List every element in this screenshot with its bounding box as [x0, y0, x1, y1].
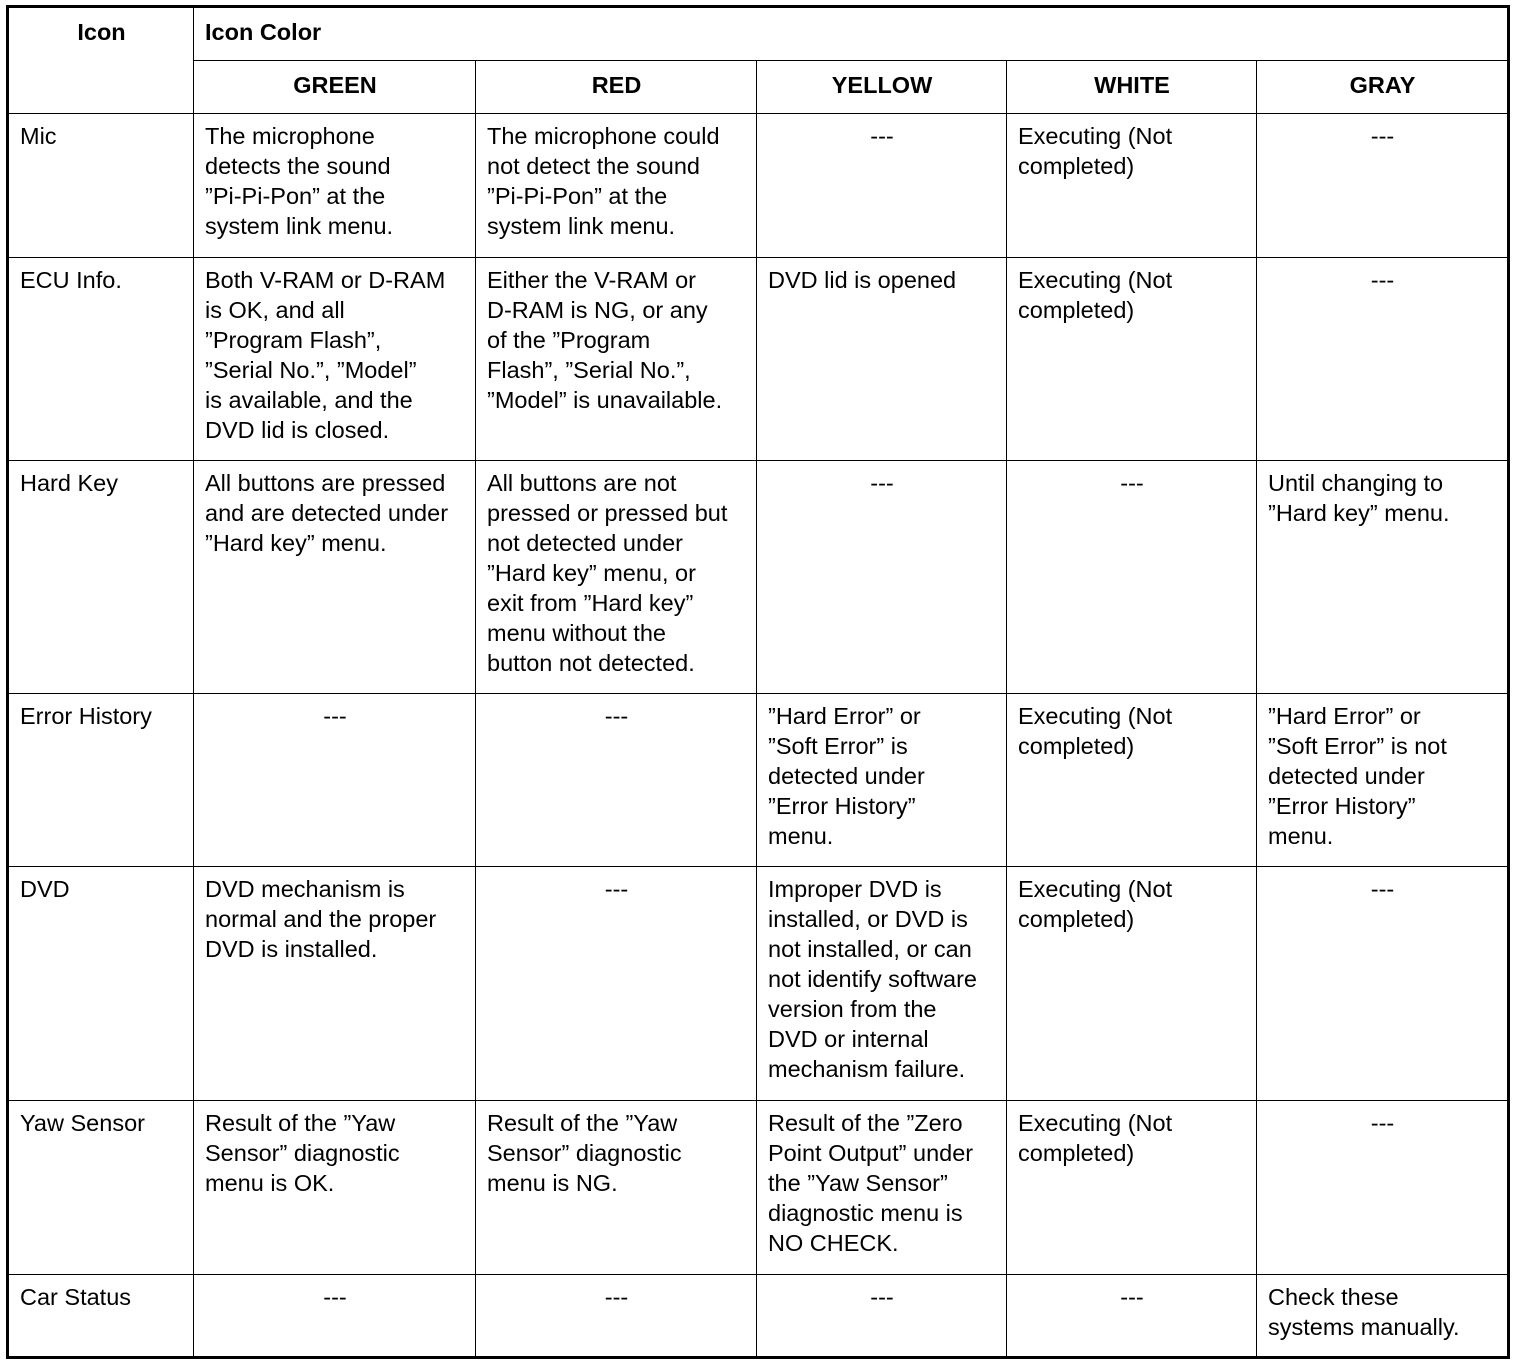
color-header-yellow: YELLOW — [757, 61, 1007, 114]
icon-name: ECU Info. — [20, 267, 122, 293]
green-cell — [194, 461, 476, 694]
table-row — [8, 258, 1509, 461]
yellow-text: Result of the ”Zero Point Output” under the ”Yaw Sensor” diagnostic menu is NO CHECK. — [768, 1110, 974, 1256]
red-cell — [476, 694, 757, 867]
yellow-cell — [757, 1275, 1007, 1358]
green-text: DVD mechanism is normal and the proper DVD is installed. — [205, 876, 437, 962]
red-cell — [476, 1275, 757, 1358]
gray-text: --- — [1370, 123, 1395, 149]
red-text: All buttons are not pressed or pressed but not detected under ”Hard key” menu, or exit from ”Hard key” menu without the button not detected. — [487, 470, 728, 676]
red-cell — [476, 461, 757, 694]
yellow-text: DVD lid is opened — [768, 267, 957, 293]
icon-name: Car Status — [20, 1284, 132, 1310]
white-cell — [1007, 867, 1257, 1101]
white-cell — [1007, 1101, 1257, 1275]
color-header-gray: GRAY — [1257, 61, 1509, 114]
icon-name: DVD — [20, 876, 70, 902]
red-text: --- — [604, 1284, 629, 1310]
green-text: Both V-RAM or D-RAM is OK, and all ”Program Flash”, ”Serial No.”, ”Model” is available, and the DVD lid is closed. — [205, 267, 446, 443]
yellow-text: Improper DVD is installed, or DVD is not installed, or can not identify software version from the DVD or internal mechanism failure. — [768, 876, 977, 1082]
icon-name: Yaw Sensor — [20, 1110, 145, 1136]
table-row — [8, 694, 1509, 867]
gray-text: --- — [1370, 876, 1395, 902]
table-row — [8, 867, 1509, 1101]
icon-column-header: Icon — [8, 7, 194, 114]
icon-name-cell — [8, 114, 194, 258]
green-text: All buttons are pressed and are detected under ”Hard key” menu. — [205, 470, 449, 556]
gray-cell — [1257, 258, 1509, 461]
gray-text: --- — [1370, 267, 1395, 293]
white-text: --- — [1120, 1284, 1144, 1310]
yellow-text: --- — [870, 470, 894, 496]
icon-name: Mic — [20, 123, 57, 149]
table-row — [8, 1101, 1509, 1275]
yellow-text: --- — [870, 1284, 894, 1310]
yellow-cell — [757, 258, 1007, 461]
icon-name: Error History — [20, 703, 152, 729]
icon-name-cell — [8, 1101, 194, 1275]
table-row — [8, 114, 1509, 258]
gray-cell — [1257, 1101, 1509, 1275]
red-text: --- — [604, 876, 629, 902]
white-cell — [1007, 258, 1257, 461]
icon-name-cell — [8, 694, 194, 867]
gray-cell — [1257, 694, 1509, 867]
green-cell — [194, 1275, 476, 1358]
white-text: Executing (Not completed) — [1018, 1110, 1173, 1166]
table-row — [8, 461, 1509, 694]
gray-text: --- — [1370, 1110, 1395, 1136]
white-cell — [1007, 1275, 1257, 1358]
header-row-top — [8, 7, 1509, 61]
green-text: Result of the ”Yaw Sensor” diagnostic menu is OK. — [205, 1110, 400, 1196]
icon-color-table — [6, 5, 1510, 1359]
white-text: --- — [1120, 470, 1144, 496]
color-header-white: WHITE — [1007, 61, 1257, 114]
red-text: --- — [604, 703, 629, 729]
white-text: Executing (Not completed) — [1018, 703, 1173, 759]
yellow-text: --- — [870, 123, 894, 149]
green-cell — [194, 114, 476, 258]
green-cell — [194, 694, 476, 867]
color-header-green: GREEN — [194, 61, 476, 114]
white-cell — [1007, 694, 1257, 867]
red-text: Result of the ”Yaw Sensor” diagnostic menu is NG. — [487, 1110, 682, 1196]
header-row-colors — [8, 61, 1509, 114]
green-text: --- — [323, 1284, 347, 1310]
gray-text: Check these systems manually. — [1268, 1284, 1460, 1340]
red-text: Either the V-RAM or D-RAM is NG, or any of the ”Program Flash”, ”Serial No.”, ”Model” is unavailable. — [487, 267, 723, 413]
yellow-cell — [757, 694, 1007, 867]
red-cell — [476, 114, 757, 258]
icon-name-cell — [8, 1275, 194, 1358]
icon-name-cell — [8, 461, 194, 694]
yellow-cell — [757, 114, 1007, 258]
white-text: Executing (Not completed) — [1018, 267, 1173, 323]
icon-name: Hard Key — [20, 470, 118, 496]
green-text: The microphone detects the sound ”Pi-Pi-Pon” at the system link menu. — [205, 123, 394, 239]
yellow-cell — [757, 461, 1007, 694]
red-cell — [476, 258, 757, 461]
white-cell — [1007, 461, 1257, 694]
red-cell — [476, 1101, 757, 1275]
red-cell — [476, 867, 757, 1101]
yellow-cell — [757, 867, 1007, 1101]
yellow-text: ”Hard Error” or ”Soft Error” is detected under ”Error History” menu. — [768, 703, 925, 849]
gray-text: ”Hard Error” or ”Soft Error” is not detected under ”Error History” menu. — [1268, 703, 1447, 849]
green-text: --- — [323, 703, 347, 729]
table-row — [8, 1275, 1509, 1358]
icon-color-header: Icon Color — [194, 7, 1509, 61]
green-cell — [194, 1101, 476, 1275]
white-text: Executing (Not completed) — [1018, 123, 1173, 179]
icon-name-cell — [8, 867, 194, 1101]
green-cell — [194, 867, 476, 1101]
color-header-red: RED — [476, 61, 757, 114]
gray-text: Until changing to ”Hard key” menu. — [1268, 470, 1450, 526]
white-cell — [1007, 114, 1257, 258]
green-cell — [194, 258, 476, 461]
red-text: The microphone could not detect the sound ”Pi-Pi-Pon” at the system link menu. — [487, 123, 720, 239]
gray-cell — [1257, 114, 1509, 258]
yellow-cell — [757, 1101, 1007, 1275]
white-text: Executing (Not completed) — [1018, 876, 1173, 932]
gray-cell — [1257, 867, 1509, 1101]
icon-name-cell — [8, 258, 194, 461]
gray-cell — [1257, 1275, 1509, 1358]
gray-cell — [1257, 461, 1509, 694]
